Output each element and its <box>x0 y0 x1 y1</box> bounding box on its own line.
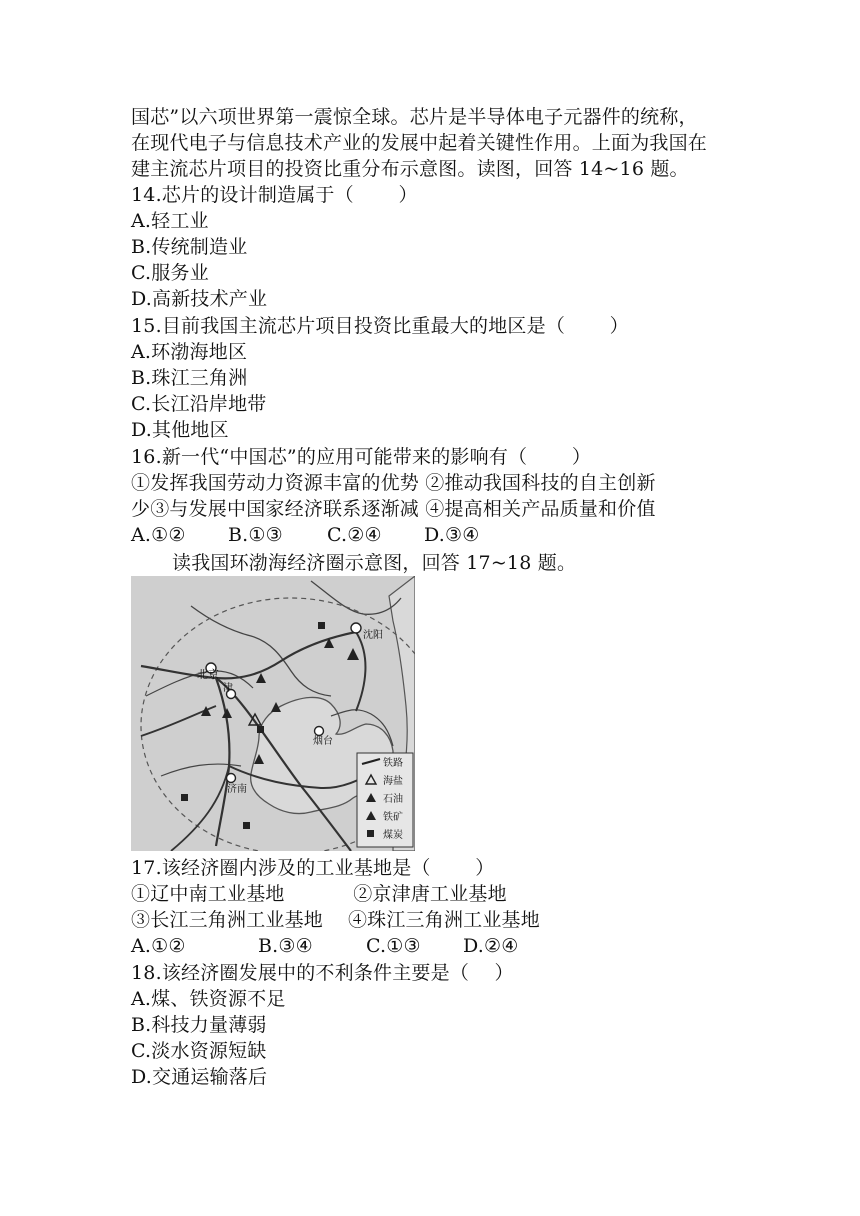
city-label-tianjin: 津 <box>223 683 233 694</box>
q17-choice-c[interactable]: C.①③ <box>366 935 421 957</box>
q16-stem: 16.新一代“中国芯”的应用可能带来的影响有（ ） <box>131 446 592 468</box>
city-label-jinan: 济南 <box>227 784 247 795</box>
legend-label-railway: 铁路 <box>383 758 403 769</box>
railway-line <box>356 632 365 711</box>
q18-stem: 18.该经济圈发展中的不利条件主要是（ ） <box>131 962 514 984</box>
railway-line <box>141 632 356 678</box>
q15-option-d[interactable]: D.其他地区 <box>131 419 229 441</box>
legend-label-coal: 煤炭 <box>383 830 403 841</box>
q15-option-b[interactable]: B.珠江三角洲 <box>131 367 248 389</box>
q18-option-d[interactable]: D.交通运输落后 <box>131 1066 268 1088</box>
q14-option-b[interactable]: B.传统制造业 <box>131 236 248 258</box>
city-yantai-marker <box>315 727 324 736</box>
q15-stem: 15.目前我国主流芯片项目投资比重最大的地区是（ ） <box>131 315 629 337</box>
province-boundary <box>311 581 401 614</box>
city-label-beijing: 北京 <box>197 668 219 681</box>
q18-option-a[interactable]: A.煤、铁资源不足 <box>131 988 286 1010</box>
q14-stem: 14.芯片的设计制造属于（ ） <box>131 184 418 206</box>
q16-choice-c[interactable]: C.②④ <box>327 524 382 546</box>
q17-choice-a[interactable]: A.①② <box>131 935 186 957</box>
q17-statement-2: ③长江三角洲工业基地 ④珠江三角洲工业基地 <box>131 909 540 931</box>
coal-symbol <box>181 794 188 801</box>
q17-statement-1: ①辽中南工业基地 ②京津唐工业基地 <box>131 883 507 905</box>
q16-statement-2: 少③与发展中国家经济联系逐渐减 ④提高相关产品质量和价值 <box>131 498 656 520</box>
q17-choice-b[interactable]: B.③④ <box>258 935 313 957</box>
q14-option-a[interactable]: A.轻工业 <box>131 210 209 232</box>
railway-line <box>216 678 229 846</box>
q16-choices <box>131 522 479 548</box>
coal-symbol <box>318 622 325 629</box>
intro-line-2: 在现代电子与信息技术产业的发展中起着关键性作用。上面为我国在 <box>131 132 708 154</box>
q16-choice-d[interactable]: D.③④ <box>424 524 480 546</box>
q16-choice-a[interactable]: A.①② <box>131 524 186 546</box>
intro-line-3: 建主流芯片项目的投资比重分布示意图。读图，回答 14~16 题。 <box>131 158 689 180</box>
q17-choice-d[interactable]: D.②④ <box>463 935 519 957</box>
legend-label-iron-ore: 铁矿 <box>383 812 403 823</box>
city-label-shenyang: 沈阳 <box>363 630 383 641</box>
intro-line-1: 国芯”以六项世界第一震惊全球。芯片是半导体电子元器件的统称， <box>131 106 698 128</box>
q17-stem: 17.该经济圈内涉及的工业基地是（ ） <box>131 857 495 879</box>
map-svg <box>131 576 415 851</box>
iron-ore-symbol <box>256 673 266 683</box>
q15-option-c[interactable]: C.长江沿岸地带 <box>131 393 267 415</box>
q17-choices <box>131 933 518 959</box>
q14-option-d[interactable]: D.高新技术产业 <box>131 288 268 310</box>
q18-option-c[interactable]: C.淡水资源短缺 <box>131 1040 267 1062</box>
oil-symbol <box>222 708 232 718</box>
q14-option-c[interactable]: C.服务业 <box>131 262 209 284</box>
city-shenyang-marker <box>351 623 361 633</box>
q16-choice-b[interactable]: B.①③ <box>228 524 283 546</box>
map-intro: 读我国环渤海经济圈示意图，回答 17~18 题。 <box>172 552 577 574</box>
q18-option-b[interactable]: B.科技力量薄弱 <box>131 1014 267 1036</box>
city-label-yantai: 烟台 <box>313 736 333 747</box>
legend-coal-symbol <box>367 830 374 837</box>
coal-symbol <box>257 726 264 733</box>
legend-label-oil: 石油 <box>383 794 403 805</box>
legend-label-sea-salt: 海盐 <box>383 776 403 787</box>
q16-statement-1: ①发挥我国劳动力资源丰富的优势 ②推动我国科技的自主创新 <box>131 472 656 494</box>
q15-option-a[interactable]: A.环渤海地区 <box>131 341 248 363</box>
coal-symbol <box>243 822 250 829</box>
city-jinan-marker <box>227 774 236 783</box>
bohai-economic-circle-map <box>131 576 415 851</box>
iron-ore-symbol <box>347 648 359 660</box>
